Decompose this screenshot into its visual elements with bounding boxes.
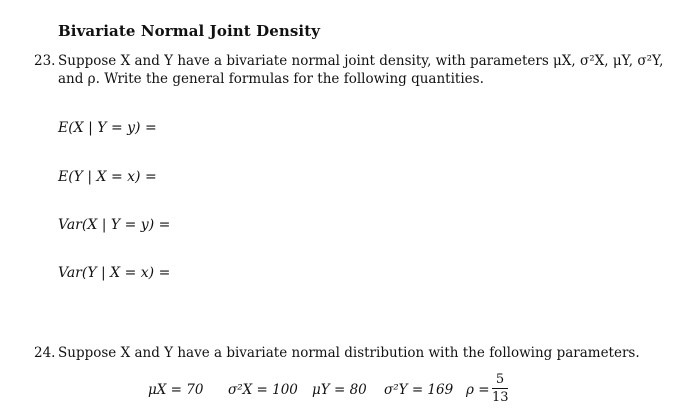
section-heading: Bivariate Normal Joint Density — [58, 22, 321, 40]
formula-variance-y-given-x: Var(Y | X = x) = — [58, 265, 171, 281]
problem-24 — [34, 344, 674, 362]
formula-variance-x-given-y: Var(X | Y = y) = — [58, 217, 171, 233]
problem-text-line-2: and ρ. Write the general formulas for the following quantities. — [58, 71, 484, 87]
param-mu-y: μY = 80 — [312, 382, 367, 398]
fraction-bar — [492, 388, 508, 389]
rho-denominator: 13 — [492, 390, 509, 405]
param-rho-label: ρ = — [466, 382, 490, 398]
problem-text: Suppose X and Y have a bivariate normal distribution with the following parameters. — [58, 345, 640, 361]
formula-expected-y-given-x: E(Y | X = x) = — [58, 169, 157, 185]
problem-number: 23. — [34, 53, 56, 69]
formula-expected-x-given-y: E(X | Y = y) = — [58, 120, 157, 136]
param-rho-fraction — [492, 372, 508, 405]
parameter-list — [0, 372, 700, 408]
problem-text-line-1: Suppose X and Y have a bivariate normal joint density, with parameters μX, σ²X, μY, σ²Y, — [58, 53, 664, 69]
problem-number: 24. — [34, 345, 56, 361]
param-sigma2-x: σ²X = 100 — [228, 382, 298, 398]
param-mu-x: μX = 70 — [148, 382, 204, 398]
param-sigma2-y: σ²Y = 169 — [384, 382, 454, 398]
problem-23 — [34, 52, 674, 88]
rho-numerator: 5 — [495, 372, 505, 387]
